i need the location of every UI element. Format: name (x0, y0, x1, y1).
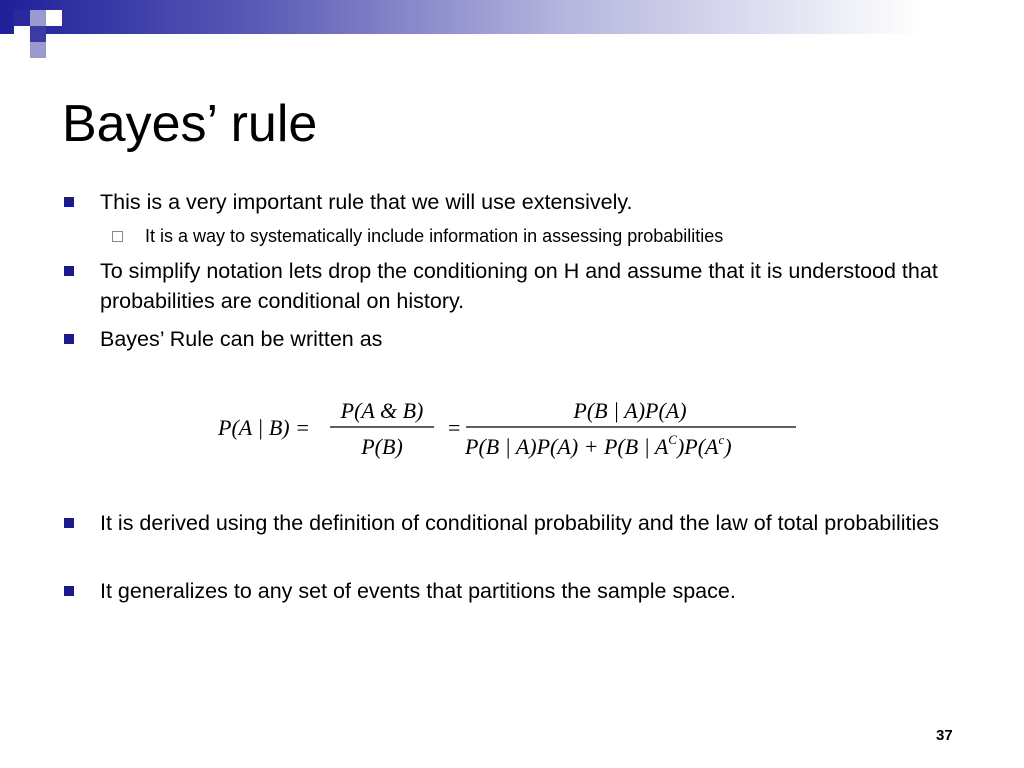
bullet-marker (64, 197, 74, 207)
fraction-2-numerator: P(B | A)P(A) (573, 398, 687, 423)
bayes-formula (210, 390, 810, 470)
bullet-marker (64, 266, 74, 276)
page-number: 37 (936, 727, 953, 744)
fraction-2-denominator: P(B | A)P(A) + P(B | $A^C)P(A^c)$ (465, 432, 732, 459)
fraction-1-numerator: P(A & B) (340, 398, 424, 423)
bullet-marker (64, 586, 74, 596)
hollow-square-marker (112, 231, 123, 242)
bullet-marker (64, 334, 74, 344)
header-band (0, 0, 1024, 34)
formula-equals: = (448, 415, 461, 440)
bullet-marker (64, 518, 74, 528)
formula-lhs: P(A | B) = (218, 415, 310, 440)
fraction-1-denominator: P(B) (361, 434, 403, 459)
slide-title: Bayes’ rule (62, 95, 318, 153)
